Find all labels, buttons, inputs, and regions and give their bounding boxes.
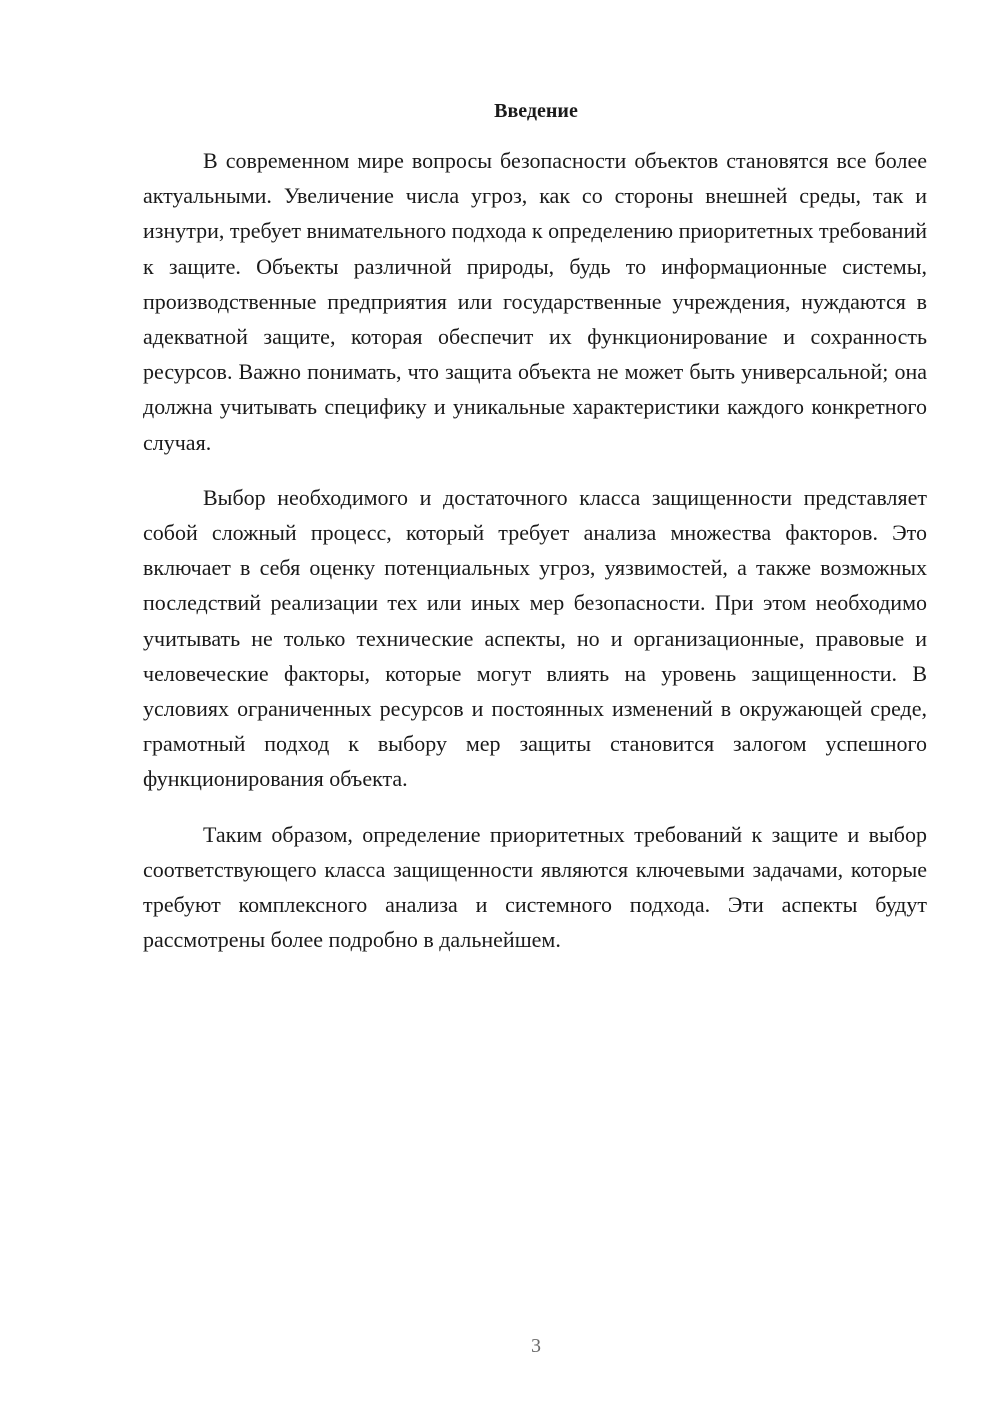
page-number: 3 <box>531 1335 541 1357</box>
paragraph: Таким образом, определение приоритетных требований к защите и выбор соответствующего класса защищенности являются ключевыми задачами, которые требуют комплексного анализа и системного подхода. Эти аспекты будут рассмотрены более подробно в дальнейшем. <box>143 821 927 953</box>
body-text <box>143 143 927 977</box>
section-heading: Введение <box>494 100 578 122</box>
paragraph: В современном мире вопросы безопасности объектов становятся все более актуальными. Увеличение числа угроз, как со стороны внешней среды, так и изнутри, требует внимательного подхода к определению приоритетных требований к защите. Объекты различной природы, будь то информационные системы, производственные предприятия или государственные учреждения, нуждаются в адекватной защите, которая обеспечит их функционирование и сохранность ресурсов. Важно понимать, что защита объекта не может быть универсальной; она должна учитывать специфику и уникальные характеристики каждого конкретного случая. <box>143 148 927 455</box>
paragraph: Выбор необходимого и достаточного класса защищенности представляет собой сложный процесс, который требует анализа множества факторов. Это включает в себя оценку потенциальных угроз, уязвимостей, а также возможных последствий реализации тех или иных мер безопасности. При этом необходимо учитывать не только технические аспекты, но и организационные, правовые и человеческие факторы, которые могут влиять на уровень защищенности. В условиях ограниченных ресурсов и постоянных изменений в окружающей среде, грамотный подход к выбору мер защиты становится залогом успешного функционирования объекта. <box>143 484 927 792</box>
